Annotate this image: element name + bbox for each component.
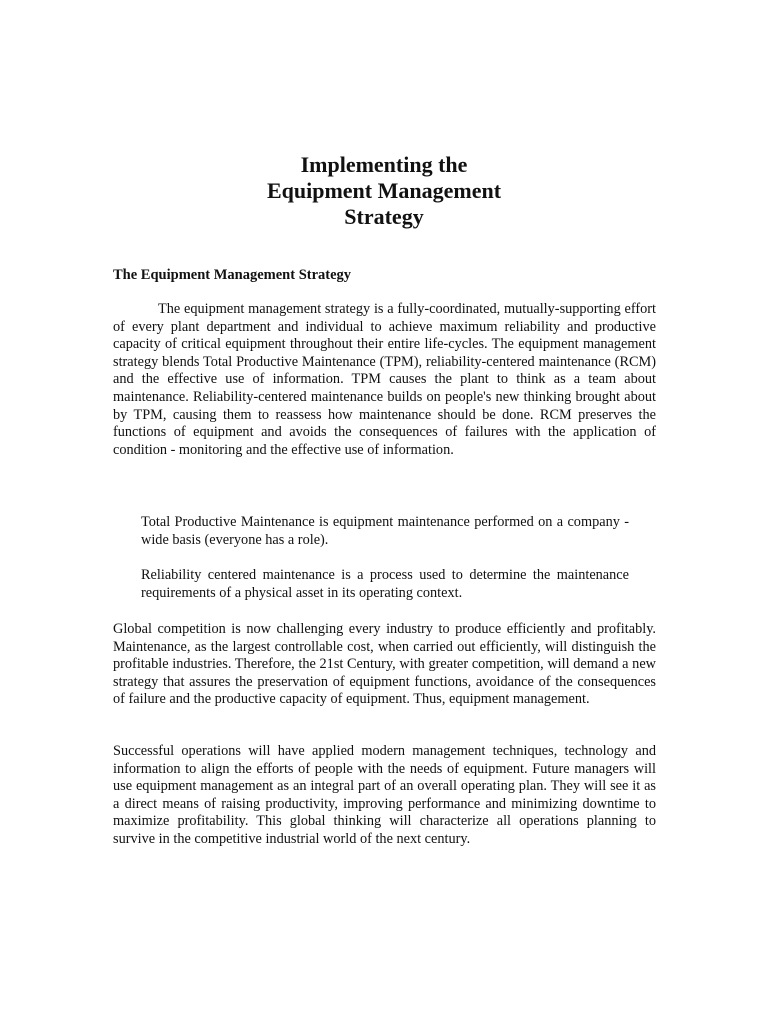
title-line-3: Strategy (344, 204, 424, 229)
definition-tpm: Total Productive Maintenance is equipment maintenance performed on a company - wide basis (everyone has a role). (141, 514, 629, 548)
section-heading: The Equipment Management Strategy (113, 267, 352, 283)
title-line-1: Implementing the (300, 152, 468, 177)
body-paragraph-3: Successful operations will have applied modern management techniques, technology and information to align the efforts of people with the needs of equipment. Future managers will use equipment management as an integral part of an overall operating plan. They will see it as a direct means of raising productivity, improving performance and minimizing downtime to maximize profitability. This global thinking will characterize all operations planning to survive in the competitive industrial world of the next century. (113, 743, 656, 847)
body-paragraph-2: Global competition is now challenging every industry to produce efficiently and profitably. Maintenance, as the largest controllable cost, when carried out efficiently, will distinguish the profitable industries. Therefore, the 21st Century, with greater competition, will demand a new strategy that assures the preservation of equipment functions, avoidance of the consequences of failure and the productive capacity of equipment. Thus, equipment management. (113, 621, 656, 708)
body-paragraph-1: The equipment management strategy is a fully-coordinated, mutually-supporting effort of every plant department and individual to achieve maximum reliability and productive capacity of critical equipment throughout their entire life-cycles. The equipment management strategy blends Total Productive Maintenance (TPM), reliability-centered maintenance (RCM) and the effective use of information. TPM causes the plant to think as a team about maintenance. Reliability-centered maintenance builds on people's new thinking brought about by TPM, causing them to reassess how maintenance should be done. RCM preserves the functions of equipment and avoids the consequences of failures with the application of condition - monitoring and the effective use of information. (113, 301, 656, 458)
page-title (0, 152, 768, 230)
definition-rcm: Reliability centered maintenance is a process used to determine the maintenance requirements of a physical asset in its operating context. (141, 567, 629, 601)
title-line-2: Equipment Management (266, 178, 502, 203)
